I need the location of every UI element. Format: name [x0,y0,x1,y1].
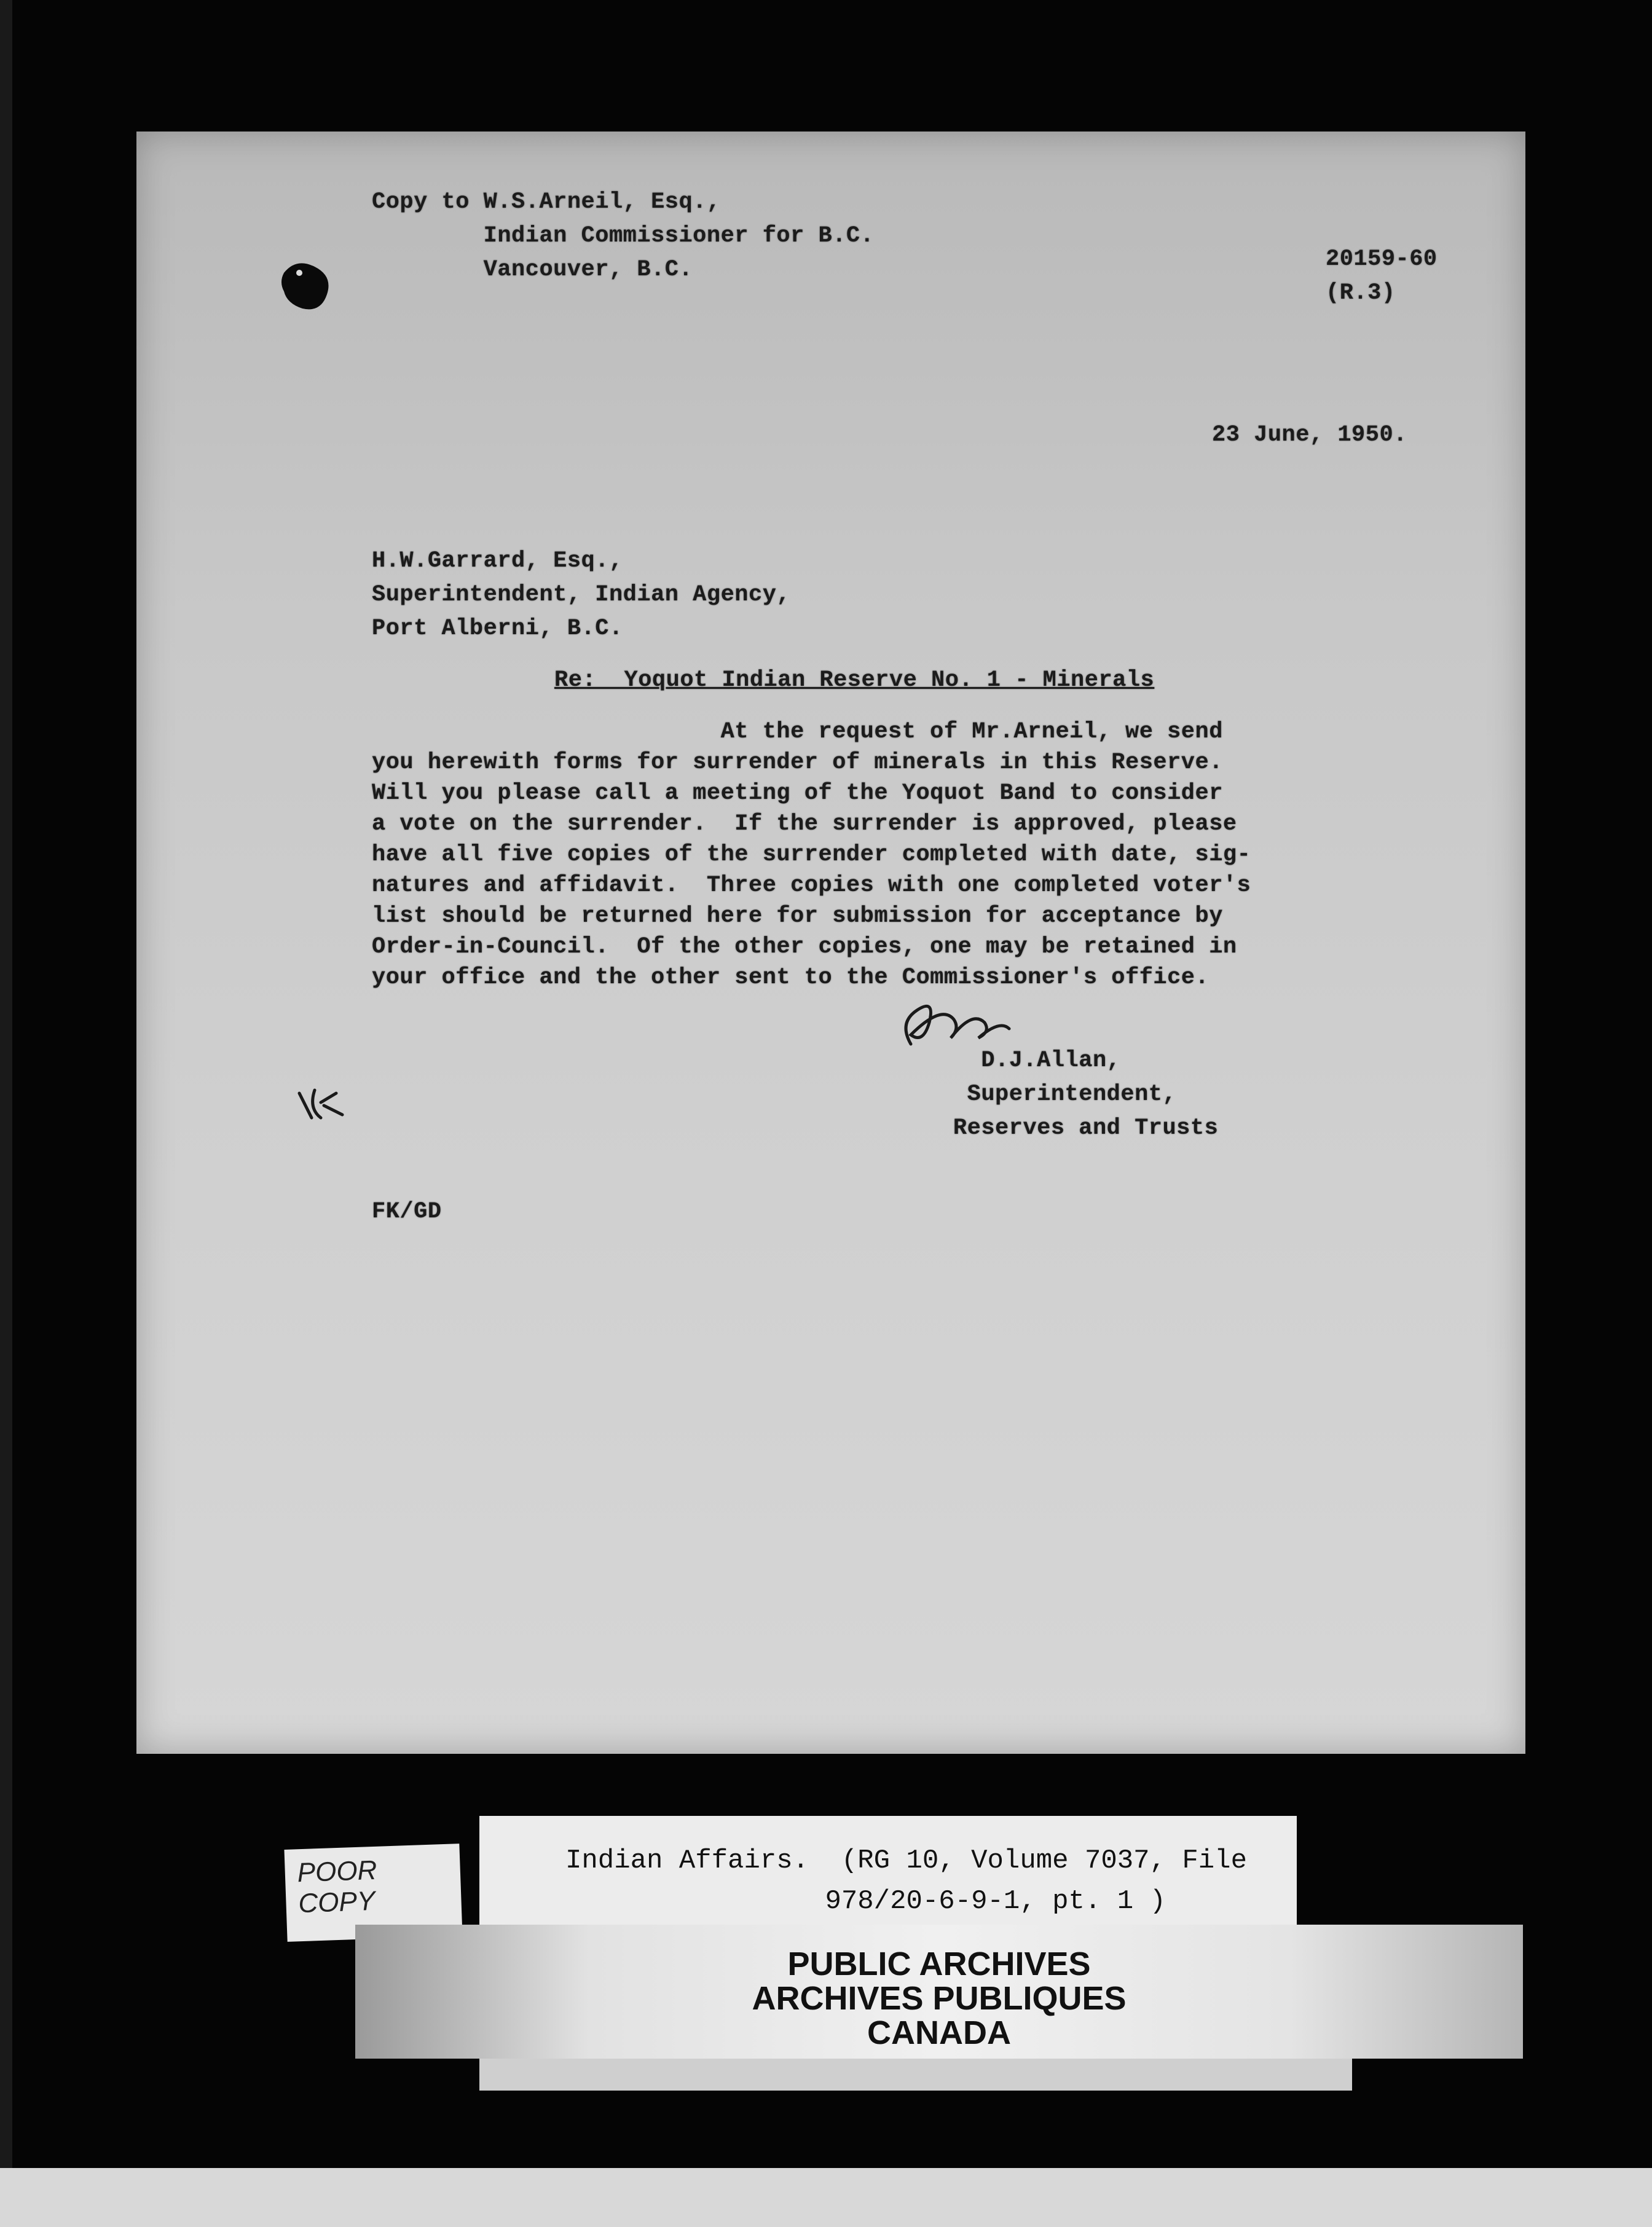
lower-strip [479,2059,1352,2091]
copy-to-block: Copy to W.S.Arneil, Esq., Indian Commissioner for B.C. Vancouver, B.C. [372,189,875,283]
file-reference: 20159-60 (R.3) [1326,246,1438,306]
archives-stamp [355,1925,1523,2059]
citation-label [479,1816,1297,1933]
signature-block: D.J.Allan, Superintendent, Reserves and Trusts [953,1048,1219,1141]
addressee-block: H.W.Garrard, Esq., Superintendent, Indian Agency, Port Alberni, B.C. [372,548,791,642]
citation-text: Indian Affairs. (RG 10, Volume 7037, File 978/20-6-9-1, pt. 1 ) [565,1845,1247,1917]
handwritten-mark-icon [293,1084,348,1127]
letter-body: At the request of Mr.Arneil, we send you herewith forms for surrender of minerals in this Reserve. Will you please call a meeting of the Yoquot Band to consider a vote on the surrender. If the surrender is approved, please have all five copies of the surrender completed with date, sig- natures and affidavit. Three copies with one completed voter's list should be returned here for submission for acceptance by Order-in-Council. Of the other copies, one may be retained in your office and the other sent to the Commissioner's office. [372,719,1251,991]
punch-hole-icon [272,254,339,322]
subject-line: Re: Yoquot Indian Reserve No. 1 - Minerals [554,667,1155,693]
poor-copy-text: POOR COPY [296,1855,378,1919]
film-edge [0,0,12,2227]
archives-text: PUBLIC ARCHIVES ARCHIVES PUBLIQUES CANADA [752,1946,1127,2051]
typist-initials: FK/GD [372,1199,442,1225]
bottom-frame-band [0,2168,1652,2227]
letter-date: 23 June, 1950. [1212,422,1407,448]
letter-sheet [136,132,1525,1754]
